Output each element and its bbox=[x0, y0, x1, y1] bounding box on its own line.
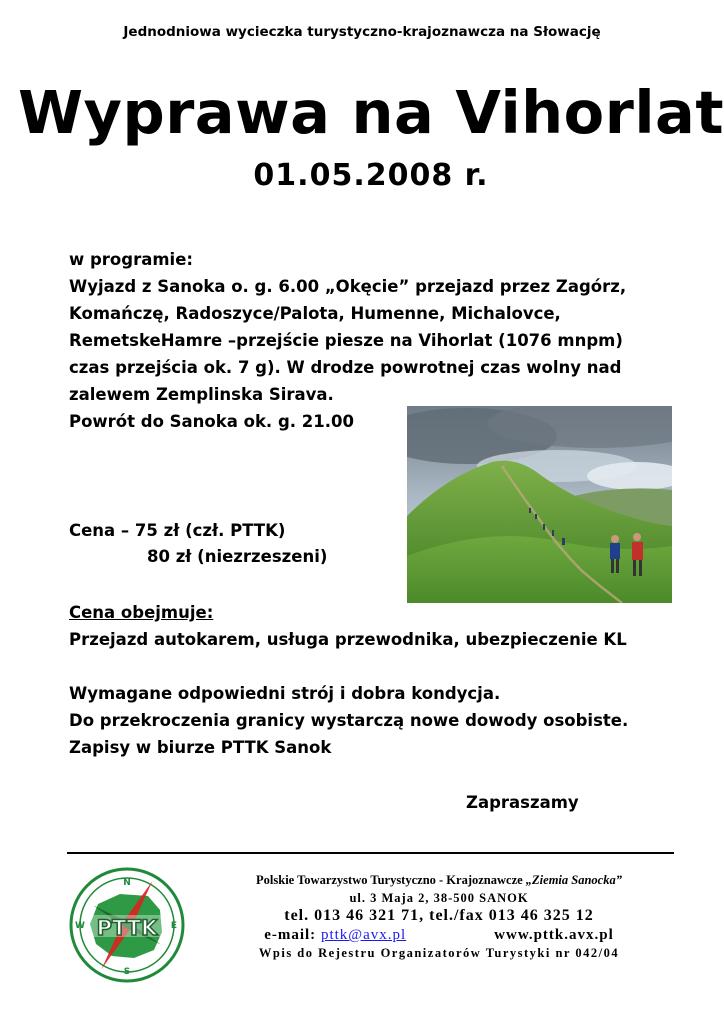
subtitle: Jednodniowa wycieczka turystyczno-krajoznawcza na Słowację bbox=[123, 24, 601, 40]
footer-registry: Wpis do Rejestru Organizatorów Turystyki nr 042/04 bbox=[258, 946, 620, 960]
page-title: Wyprawa na Vihorlat bbox=[17, 78, 724, 147]
footer-phone: tel. 013 46 321 71, tel./fax 013 46 325 12 bbox=[284, 907, 594, 924]
footer-address: ul. 3 Maja 2, 38-500 SANOK bbox=[349, 891, 529, 905]
program-line: zalewem Zemplinska Sirava. bbox=[69, 385, 334, 404]
compass-letter: N bbox=[123, 878, 131, 888]
footer-organization bbox=[196, 873, 682, 888]
compass-letter: E bbox=[170, 921, 178, 931]
pttk-logo bbox=[68, 866, 186, 984]
note-line: Do przekroczenia granicy wystarczą nowe dowody osobiste. bbox=[69, 711, 629, 730]
price-non-members: 80 zł (niezrzeszeni) bbox=[147, 547, 328, 566]
email-link[interactable]: pttk@avx.pl bbox=[320, 927, 407, 943]
website-text: www.pttk.avx.pl bbox=[494, 927, 614, 943]
compass-letter: S bbox=[123, 967, 131, 977]
compass-letter: W bbox=[75, 921, 85, 931]
mountain-photo bbox=[407, 406, 672, 603]
program-heading: w programie: bbox=[69, 250, 193, 269]
program-line: Komańczę, Radoszyce/Palota, Humenne, Michalovce, bbox=[69, 304, 561, 323]
includes-text: Przejazd autokarem, usługa przewodnika, ubezpieczenie KL bbox=[69, 630, 627, 649]
footer-divider bbox=[67, 852, 674, 854]
note-line: Zapisy w biurze PTTK Sanok bbox=[69, 738, 332, 757]
program-line: Powrót do Sanoka ok. g. 21.00 bbox=[69, 412, 354, 431]
trip-date: 01.05.2008 r. bbox=[253, 158, 489, 193]
note-line: Wymagane odpowiedni strój i dobra kondycja. bbox=[69, 684, 501, 703]
closing-text: Zapraszamy bbox=[466, 793, 579, 812]
footer-org-name: Polskie Towarzystwo Turystyczno - Krajoznawcze bbox=[256, 873, 523, 887]
footer-org-branch: „Ziemia Sanocka” bbox=[525, 873, 622, 887]
price-members: Cena – 75 zł (czł. PTTK) bbox=[69, 521, 286, 540]
includes-heading: Cena obejmuje: bbox=[69, 603, 214, 622]
email-label: e-mail: bbox=[264, 927, 317, 943]
program-line: Wyjazd z Sanoka o. g. 6.00 „Okęcie” przejazd przez Zagórz, bbox=[69, 277, 627, 296]
program-line: RemetskeHamre –przejście piesze na Vihorlat (1076 mnpm) bbox=[69, 331, 623, 350]
footer-contact bbox=[196, 927, 682, 944]
logo-text: PTTK bbox=[96, 916, 158, 940]
program-line: czas przejścia ok. 7 g). W drodze powrotnej czas wolny nad bbox=[69, 358, 622, 377]
